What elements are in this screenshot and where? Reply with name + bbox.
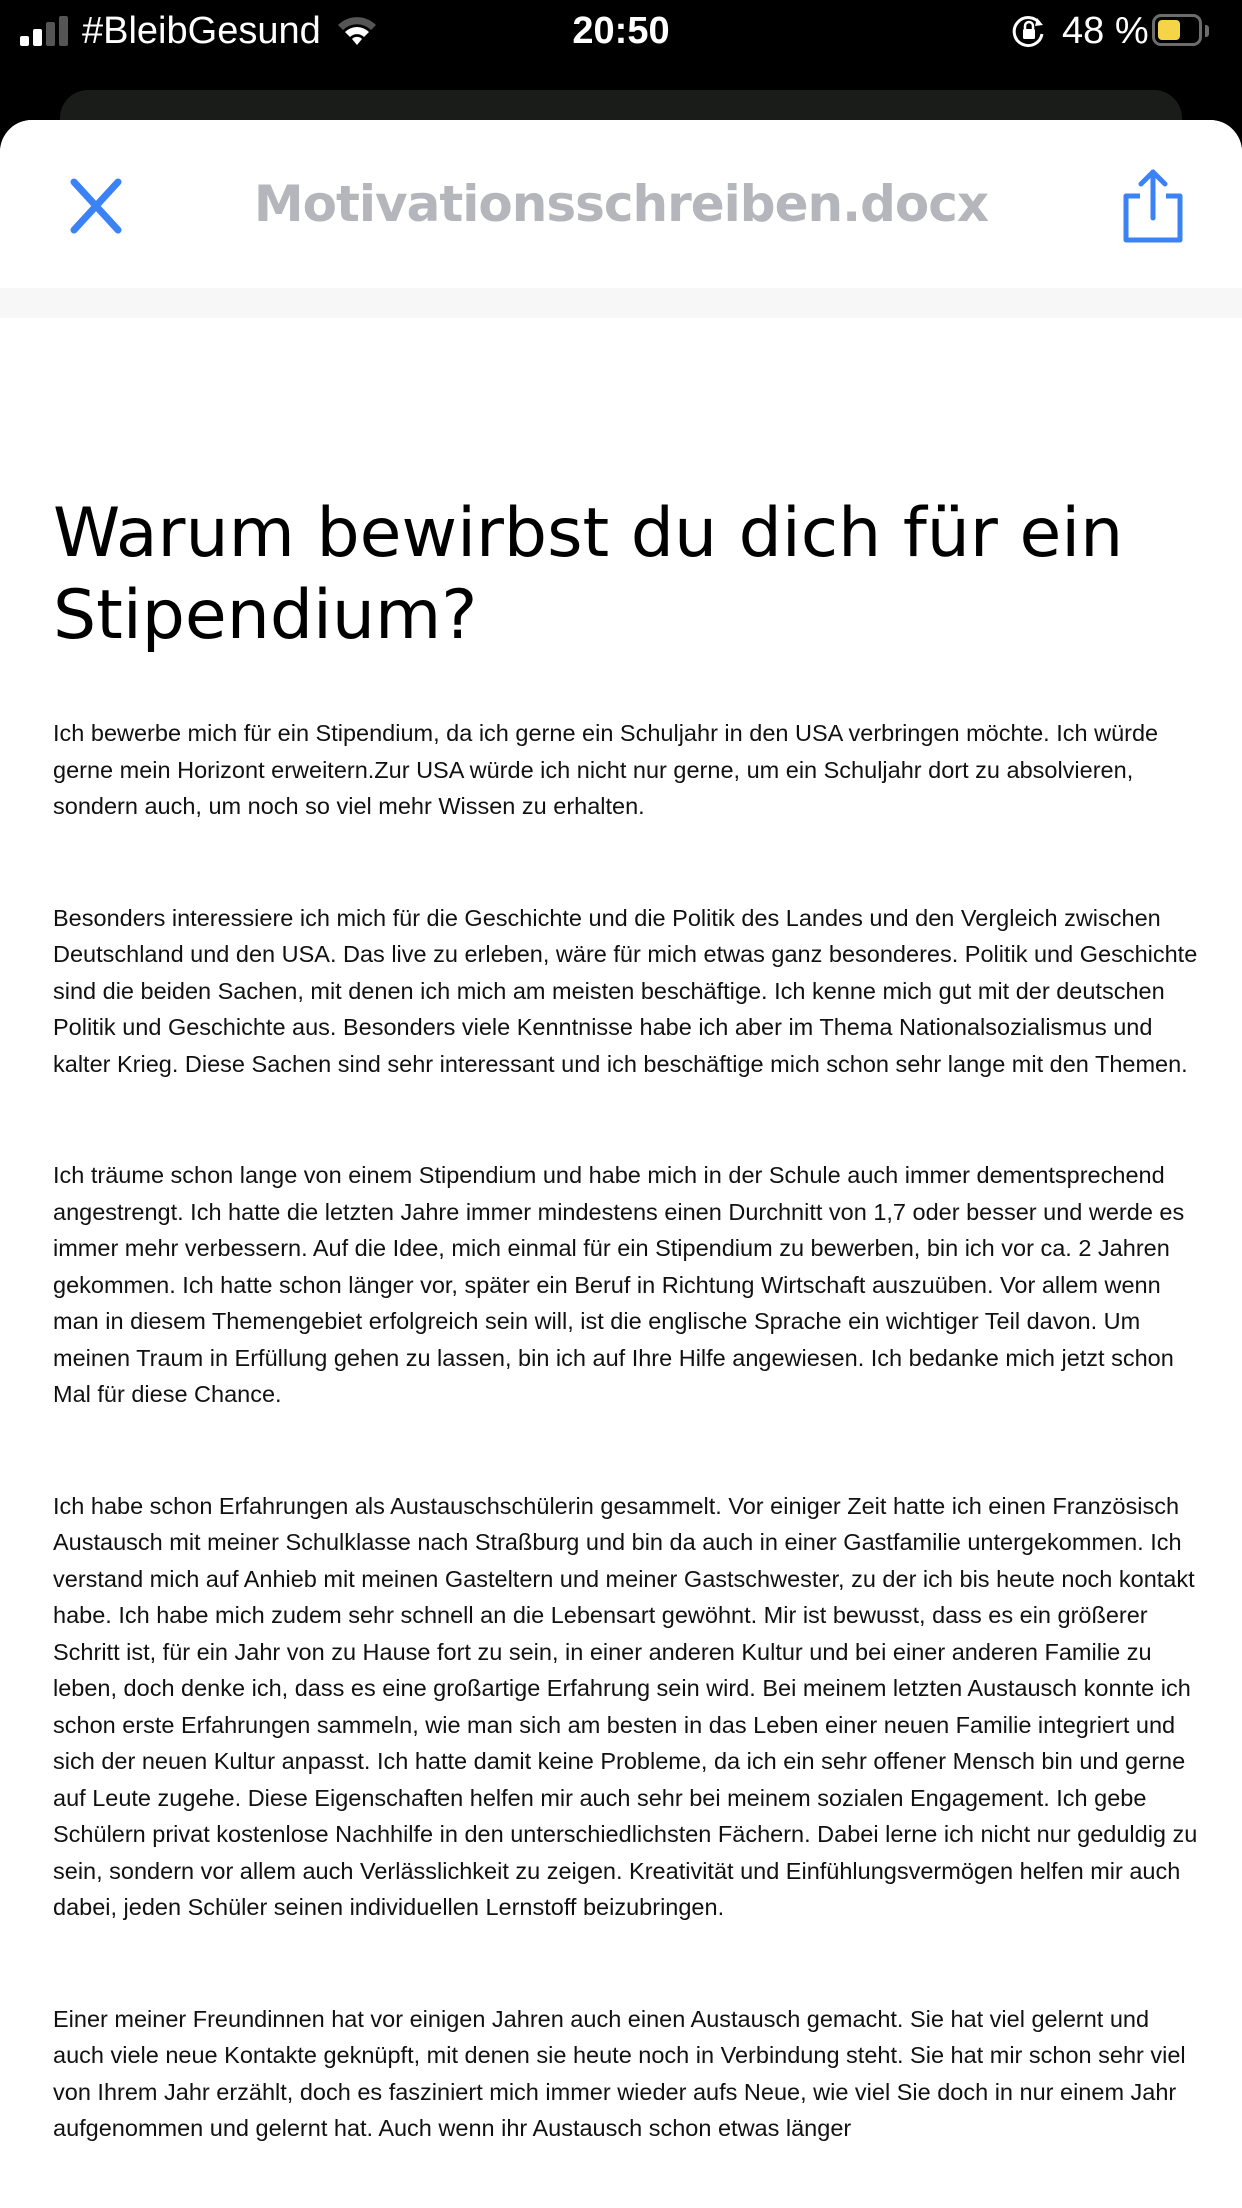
share-button[interactable]	[1120, 168, 1186, 244]
nav-bar	[0, 120, 1242, 288]
toolbar-divider	[0, 288, 1242, 318]
carrier-label: #BleibGesund	[82, 10, 321, 52]
document-title: Motivationsschreiben.docx	[253, 175, 989, 233]
battery-icon	[1152, 14, 1202, 46]
paragraph: Ich träume schon lange von einem Stipendium und habe mich in der Schule auch immer dementsprechend angestrengt. Ich hatte die letzten Jahre immer mindestens einen Durchnitt von 1,7 oder besser und werde es immer mehr verbessern. Auf die Idee, mich einmal für ein Stipendium zu bewerben, bin ich vor ca. 2 Jahren gekommen. Ich hatte schon länger vor, später ein Beruf in Richtung Wirtschaft auszuüben. Vor allem wenn man in diesem Themengebiet erfolgreich sein will, ist die englische Sprache ein wichtiger Teil davon. Um meinen Traum in Erfüllung gehen zu lassen, bin ich auf Ihre Hilfe angewiesen. Ich bedanke mich jetzt schon Mal für diese Chance.	[53, 1162, 1185, 1407]
paragraph: Einer meiner Freundinnen hat vor einigen Jahren auch einen Austausch gemacht. Sie hat viel gelernt und auch viele neue Kontakte geknüpft, mit denen sie heute noch in Verbindung steht. Sie hat mir schon sehr viel von Ihrem Jahr erzählt, doch es fasziniert mich immer wieder aufs Neue, wie viel Sie doch in nur einem Jahr aufgenommen und gelernt hat. Auch wenn ihr Austausch schon etwas länger	[53, 2005, 1186, 2141]
status-bar	[0, 0, 1242, 64]
paragraph: Ich bewerbe mich für ein Stipendium, da ich gerne ein Schuljahr in den USA verbringen möchte. Ich würde gerne mein Horizont erweitern.Zur USA würde ich nicht nur gerne, um ein Schuljahr dort zu absolvieren, sondern auch, um noch so viel mehr Wissen zu erhalten.	[53, 720, 1159, 819]
share-icon	[1120, 168, 1186, 244]
document-content	[53, 318, 1203, 2147]
rotation-lock-icon	[1010, 12, 1048, 50]
battery-nub	[1205, 25, 1209, 37]
paragraph: Ich habe schon Erfahrungen als Austauschschülerin gesammelt. Vor einiger Zeit hatte ich einen Französisch Austausch mit meiner Schulklasse nach Straßburg und bin da auch in einer Gastfamilie untergekommen. Ich verstand mich auf Anhieb mit meinen Gasteltern und meiner Gastschwester, zu der ich bis heute noch kontakt habe. Ich habe mich zudem sehr schnell an die Lebensart gewöhnt. Mir ist bewusst, dass es ein größerer Schritt ist, für ein Jahr von zu Hause fort zu sein, in einer anderen Kultur und bei einer anderen Familie zu leben, doch denke ich, dass es eine großartige Erfahrung sein wird. Bei meinem letzten Austausch konnte ich schon erste Erfahrungen sammeln, wie man sich am besten in das Leben einer neuen Familie integriert und sich der neuen Kultur anpasst. Ich hatte damit keine Probleme, da ich ein sehr offener Mensch bin und gerne auf Leute zugehe. Diese Eigenschaften helfen mir auch sehr bei meinem sozialen Engagement. Ich gebe Schülern privat kostenlose Nachhilfe in den unterschiedlichsten Fächern. Dabei lerne ich nicht nur geduldig zu sein, sondern vor allem auch Verlässlichkeit zu zeigen. Kreativität und Einfühlungsvermögen helfen mir auch dabei, jeden Schüler seinen individuellen Lernstoff beizubringen.	[53, 1492, 1198, 1920]
battery-percentage: 48 %	[1062, 10, 1149, 52]
document-sheet	[0, 120, 1242, 2208]
clock: 20:50	[572, 10, 670, 52]
document-heading: Warum bewirbst du dich für ein Stipendium?	[53, 494, 1124, 655]
paragraph: Besonders interessiere ich mich für die Geschichte und die Politik des Landes und den Vergleich zwischen Deutschland und den USA. Das live zu erleben, wäre für mich etwas ganz besonderes. Politik und Geschichte sind die beiden Sachen, mit denen ich mich am meisten beschäftige. Ich kenne mich gut mit der deutschen Politik und Geschichte aus. Besonders viele Kenntnisse habe ich aber im Thema Nationalsozialismus und kalter Krieg. Diese Sachen sind sehr interessant und ich beschäftige mich schon sehr lange mit den Themen.	[53, 904, 1198, 1077]
